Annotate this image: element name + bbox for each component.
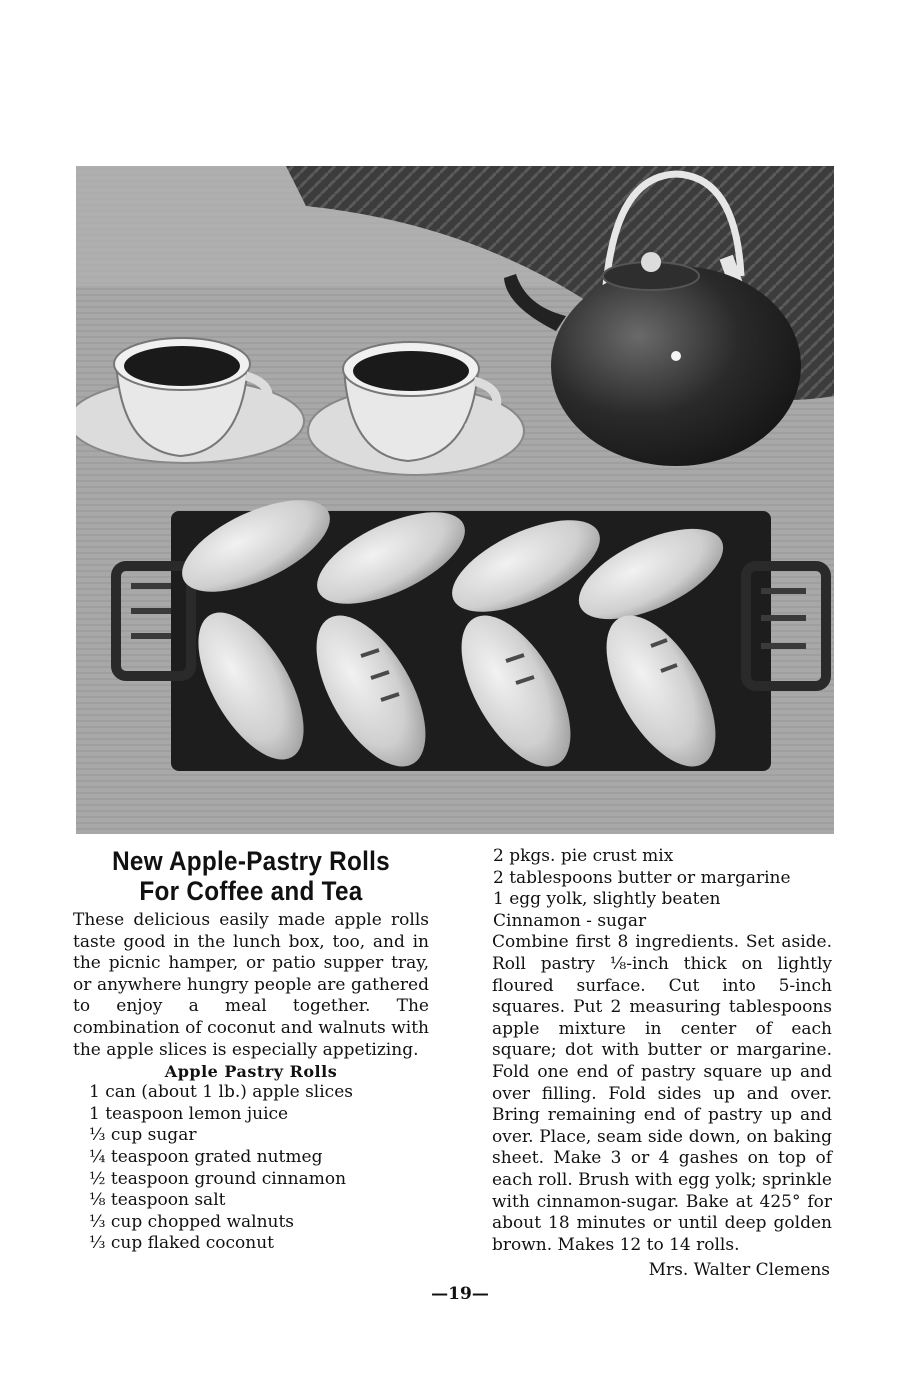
photo-apple-rolls-tea [76,166,834,834]
ingredient-item: ¼ teaspoon grated nutmeg [89,1146,323,1167]
ingredients-list-right [493,846,832,932]
contributor-signature: Mrs. Walter Clemens [648,1260,830,1281]
title-line-2: For Coffee and Tea [139,876,363,906]
ingredient-item: ⅛ teaspoon salt [89,1190,226,1211]
ingredient-item: 1 egg yolk, slightly beaten [493,889,721,910]
ingredient-item: 2 pkgs. pie crust mix [493,846,674,866]
left-column [73,846,429,1255]
intro-paragraph: These delicious easily made apple rolls taste good in the lunch box, too, and in the picnic hamper, or patio supper tray, or anywhere hungry people are gathered to enjoy a meal together. The combination of coconut and walnuts with the apple slices is especially appetizing. [73,910,429,1060]
ingredient-item: 1 can (about 1 lb.) apple slices [89,1082,353,1103]
ingredient-item: 2 tablespoons butter or margarine [493,867,791,888]
page-number: —19— [431,1284,489,1304]
recipe-title: Apple Pastry Rolls [164,1062,338,1082]
ingredients-list-left [89,1082,429,1255]
article-title [91,846,411,906]
title-line-1: New Apple-Pastry Rolls [112,846,390,876]
ingredient-item: ⅓ cup sugar [89,1125,197,1146]
ingredient-item: ½ teaspoon ground cinnamon [89,1168,347,1189]
recipe-photo [76,166,834,834]
ingredient-item: ⅓ cup flaked coconut [89,1233,274,1254]
ingredient-item: 1 teaspoon lemon juice [89,1103,289,1124]
right-column [477,846,832,1282]
ingredient-item: ⅓ cup chopped walnuts [89,1211,295,1232]
directions-paragraph: Combine first 8 ingredients. Set aside. Roll pastry ⅛-inch thick on lightly floured surface. Cut into 5-inch squares. Put 2 measuring tablespoons apple mixture in center of each square; dot with butter or margarine. Fold one end of pastry square up and over filling. Fold sides up and over. Bring remaining end of pastry up and over. Place, seam side down, on baking sheet. Make 3 or 4 gashes on top of each roll. Brush with egg yolk; sprinkle with cinnamon-sugar. Bake at 425° for about 18 minutes or until deep golden brown. Makes 12 to 14 rolls. [492,932,832,1255]
ingredient-item: Cinnamon - sugar [493,910,647,931]
